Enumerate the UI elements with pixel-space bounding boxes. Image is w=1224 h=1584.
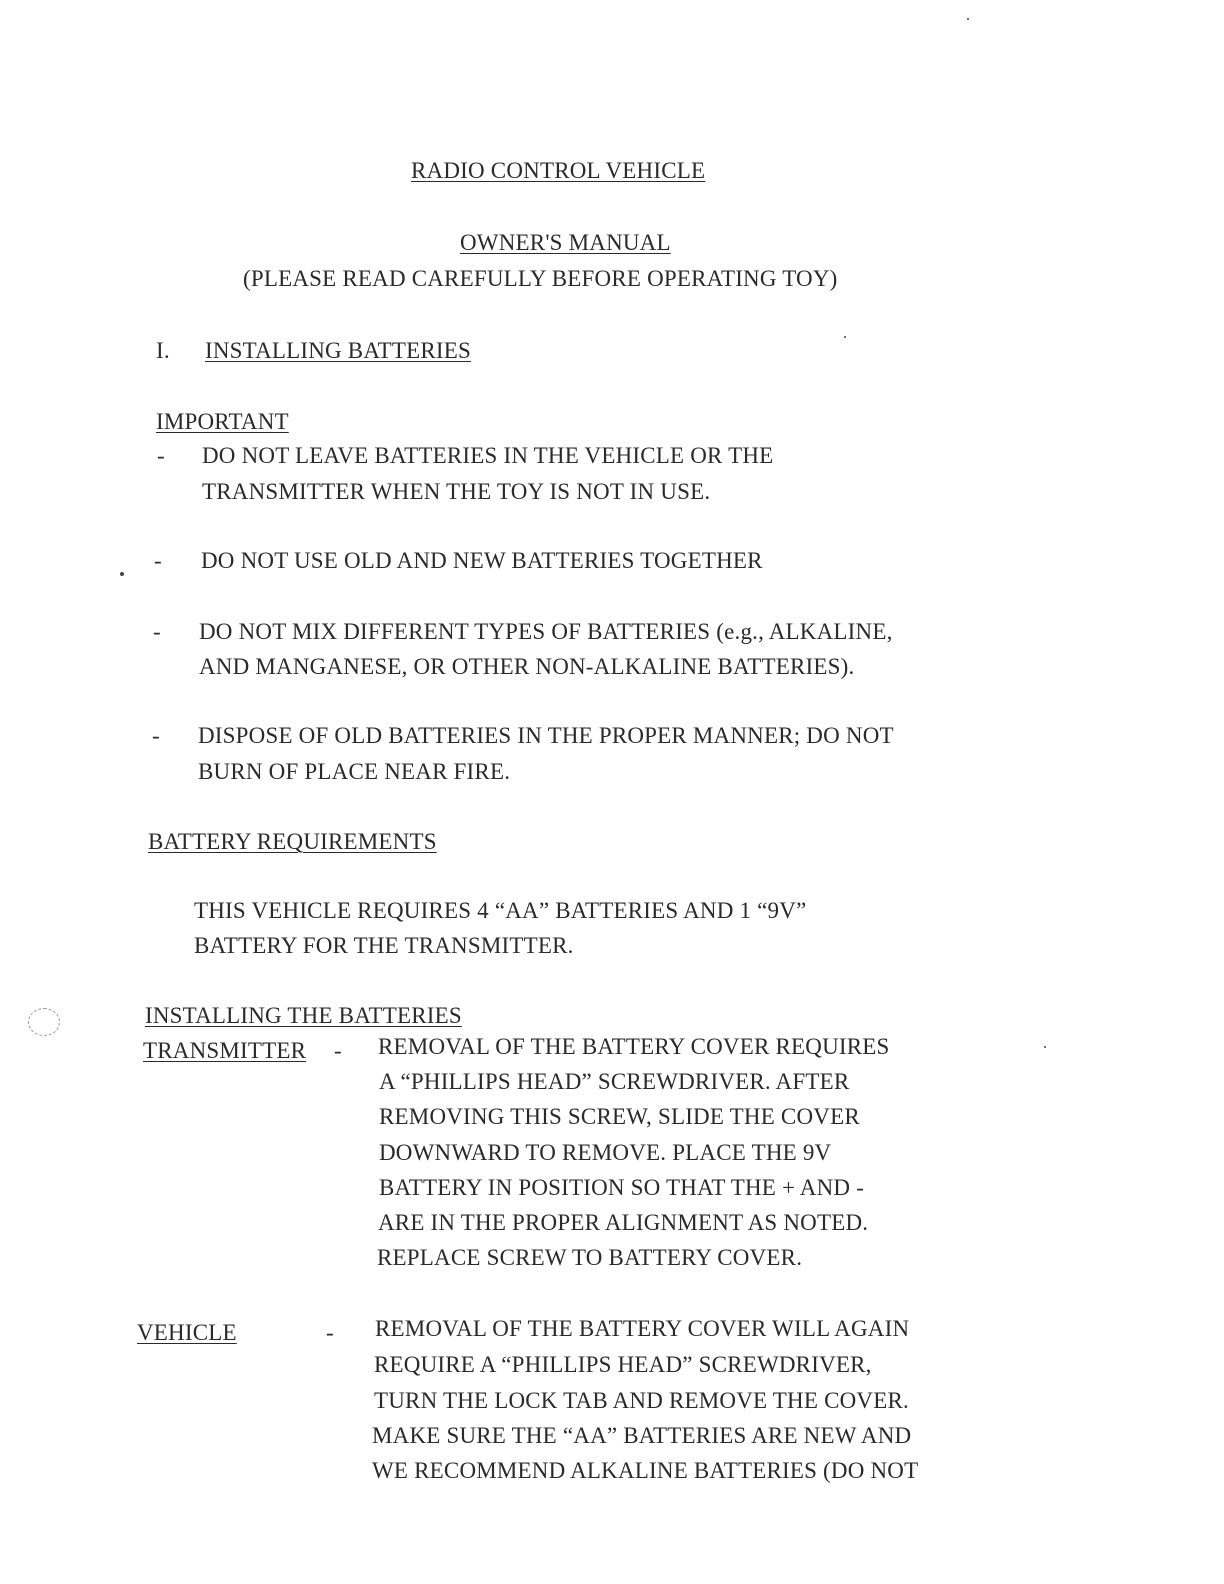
requirements-line: BATTERY FOR THE TRANSMITTER. <box>194 933 574 958</box>
vehicle-label: VEHICLE <box>137 1320 237 1345</box>
installing-heading: INSTALLING THE BATTERIES <box>145 1003 462 1028</box>
list-item-line: BURN OF PLACE NEAR FIRE. <box>198 759 511 784</box>
hole-punch-mark <box>28 1008 60 1036</box>
transmitter-line: ARE IN THE PROPER ALIGNMENT AS NOTED. <box>378 1210 869 1235</box>
list-item-line: AND MANGANESE, OR OTHER NON-ALKALINE BATTERIES). <box>199 654 855 679</box>
list-item-line: DISPOSE OF OLD BATTERIES IN THE PROPER MANNER; DO NOT <box>198 723 894 748</box>
scan-speck <box>967 18 969 20</box>
vehicle-line: REQUIRE A “PHILLIPS HEAD” SCREWDRIVER, <box>374 1352 872 1377</box>
transmitter-line: A “PHILLIPS HEAD” SCREWDRIVER. AFTER <box>379 1069 850 1094</box>
vehicle-line: TURN THE LOCK TAB AND REMOVE THE COVER. <box>374 1388 909 1413</box>
vehicle-line: WE RECOMMEND ALKALINE BATTERIES (DO NOT <box>372 1458 919 1483</box>
list-item-line: DO NOT USE OLD AND NEW BATTERIES TOGETHER <box>201 548 763 573</box>
list-item-line: TRANSMITTER WHEN THE TOY IS NOT IN USE. <box>202 479 711 504</box>
transmitter-line: REMOVAL OF THE BATTERY COVER REQUIRES <box>378 1034 890 1059</box>
scan-speck <box>844 336 846 338</box>
scan-speck <box>1044 1046 1046 1048</box>
section-number: I. <box>156 338 170 363</box>
list-item-dash: - <box>153 619 161 644</box>
document-subtitle: OWNER'S MANUAL <box>460 230 671 255</box>
document-note: (PLEASE READ CAREFULLY BEFORE OPERATING TOY) <box>243 266 838 291</box>
transmitter-line: BATTERY IN POSITION SO THAT THE + AND - <box>379 1175 865 1200</box>
requirements-line: THIS VEHICLE REQUIRES 4 “AA” BATTERIES AND 1 “9V” <box>194 898 807 923</box>
scan-speck <box>120 572 124 576</box>
vehicle-line: MAKE SURE THE “AA” BATTERIES ARE NEW AND <box>372 1423 912 1448</box>
vehicle-dash: - <box>326 1320 334 1345</box>
transmitter-label: TRANSMITTER <box>143 1038 307 1063</box>
list-item-dash: - <box>152 723 160 748</box>
section-heading: INSTALLING BATTERIES <box>205 338 471 363</box>
important-heading: IMPORTANT <box>156 409 289 434</box>
transmitter-line: REPLACE SCREW TO BATTERY COVER. <box>377 1245 803 1270</box>
requirements-heading: BATTERY REQUIREMENTS <box>148 829 437 854</box>
transmitter-line: REMOVING THIS SCREW, SLIDE THE COVER <box>379 1104 860 1129</box>
document-title: RADIO CONTROL VEHICLE <box>411 158 706 183</box>
transmitter-line: DOWNWARD TO REMOVE. PLACE THE 9V <box>379 1140 832 1165</box>
transmitter-dash: - <box>334 1038 342 1063</box>
list-item-dash: - <box>157 443 165 468</box>
list-item-line: DO NOT MIX DIFFERENT TYPES OF BATTERIES (e.g., ALKALINE, <box>199 619 893 644</box>
list-item-dash: - <box>154 548 162 573</box>
list-item-line: DO NOT LEAVE BATTERIES IN THE VEHICLE OR THE <box>202 443 774 468</box>
vehicle-line: REMOVAL OF THE BATTERY COVER WILL AGAIN <box>375 1316 910 1341</box>
